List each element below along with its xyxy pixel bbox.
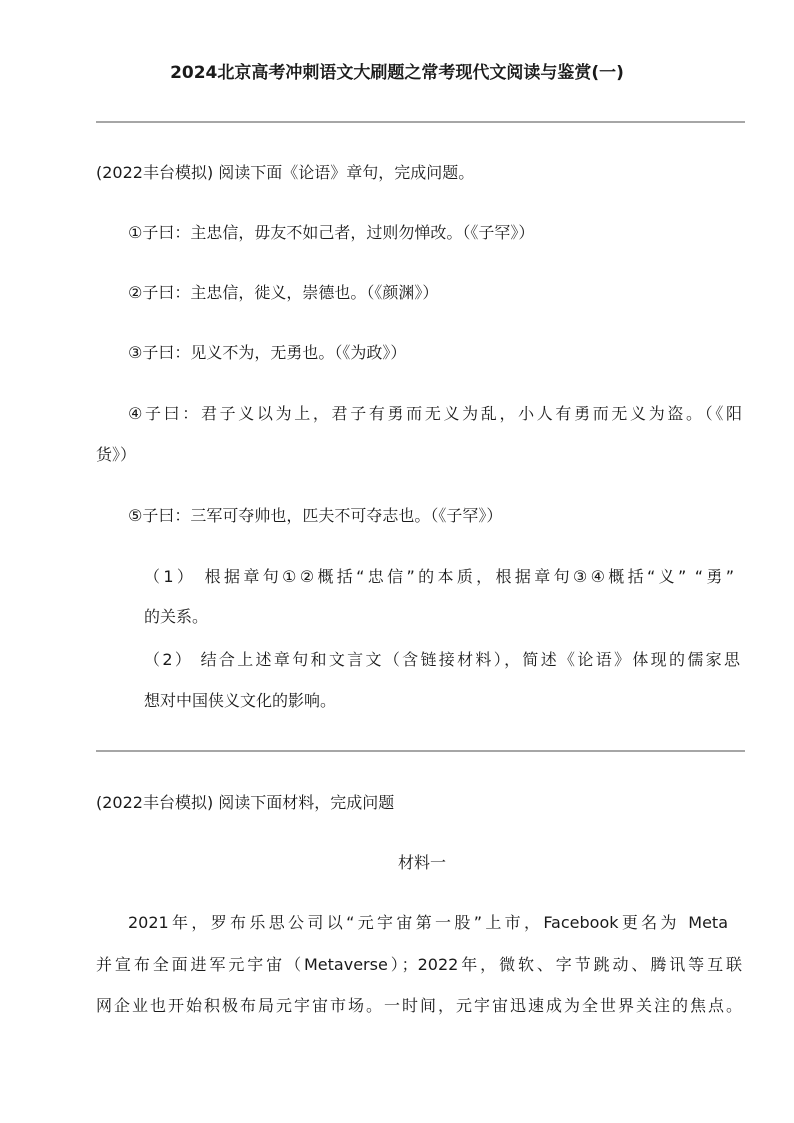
material-heading: 材料一 bbox=[397, 853, 446, 872]
question-2-line2: 想对中国侠义文化的影响。 bbox=[144, 691, 337, 710]
document-title: 2024北京高考冲刺语文大刷题之常考现代文阅读与鉴赏(一) bbox=[170, 63, 624, 83]
paragraph-line-2: 并宣布全面进军元宇宙（Metaverse）；2022年，微软、字节跳动、腾讯等互联 bbox=[96, 955, 742, 974]
quote-4-line2: 货》） bbox=[96, 445, 137, 464]
paragraph-line-3: 网企业也开始积极布局元宇宙市场。一时间，元宇宙迅速成为全世界关注的焦点。 bbox=[96, 996, 742, 1015]
quote-1: ①子曰：主忠信，毋友不如己者，过则勿惮改。（《子罕》） bbox=[128, 223, 535, 242]
section2-intro: (2022丰台模拟) 阅读下面材料，完成问题 bbox=[96, 793, 395, 812]
quote-3: ③子曰：见义不为，无勇也。（《为政》） bbox=[128, 343, 407, 362]
quote-2: ②子曰：主忠信，徙义，崇德也。（《颜渊》） bbox=[128, 283, 439, 302]
divider-middle bbox=[96, 750, 745, 752]
question-2-line1: （2） 结合上述章句和文言文（含链接材料），简述《论语》体现的儒家思 bbox=[144, 650, 740, 669]
divider-top bbox=[96, 121, 745, 123]
question-1-line1: （1） 根据章句①②概括“忠信”的本质，根据章句③④概括“义” “勇” bbox=[144, 567, 734, 586]
quote-5: ⑤子曰：三军可夺帅也，匹夫不可夺志也。（《子罕》） bbox=[128, 506, 503, 525]
section1-intro: (2022丰台模拟) 阅读下面《论语》章句，完成问题。 bbox=[96, 163, 475, 182]
paragraph-line-1: 2021年，罗布乐思公司以“元宇宙第一股”上市，Facebook更名为 Meta bbox=[128, 913, 728, 932]
question-1-line2: 的关系。 bbox=[144, 607, 209, 626]
quote-4-line1: ④子曰：君子义以为上，君子有勇而无义为乱，小人有勇而无义为盗。（《阳 bbox=[128, 404, 742, 423]
